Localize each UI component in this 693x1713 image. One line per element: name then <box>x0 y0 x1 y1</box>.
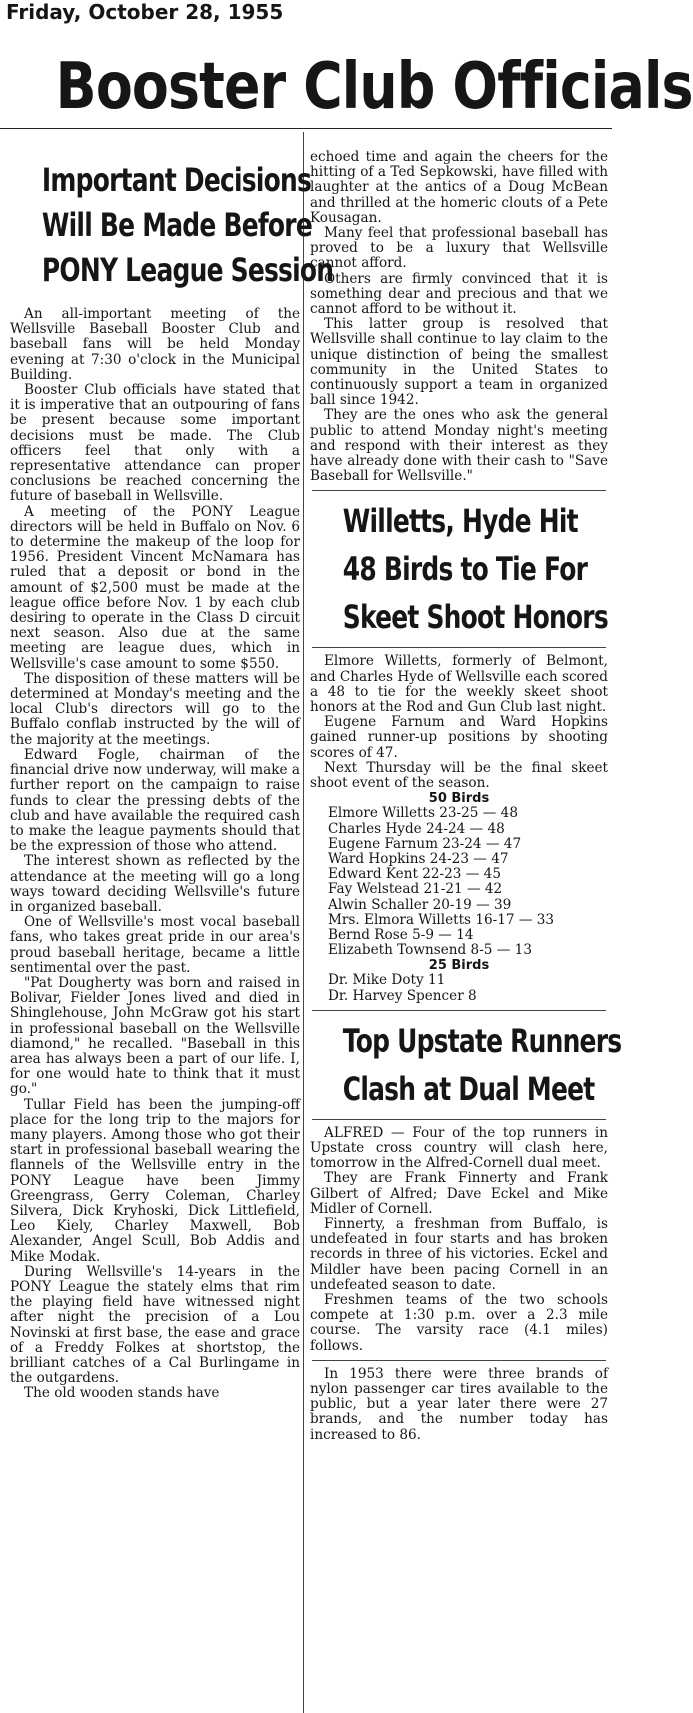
paragraph: "Pat Dougherty was born and raised in Bolivar, Fielder Jones lived and died in Shinglehouse, John McGraw got his start in professional baseball on the Wellsville diamond," he recalled. "Baseball in this area has always been a part of our life. I, for one would hate to think that it must go." <box>10 974 300 1098</box>
paragraph: echoed time and again the cheers for the hitting of a Ted Sepkowski, have filled with laughter at the antics of a Doug McBean and thrilled at the homeric clouts of a Pete Kousagan. <box>310 149 608 226</box>
score-entry: Mrs. Elmora Willetts 16-17 — 33 <box>328 911 555 928</box>
paragraph: Finnerty, a freshman from Buffalo, is undefeated in four starts and has broken records in three of his victories. Eckel and Mildler have been pacing Cornell in an undefeated season to date. <box>310 1215 608 1293</box>
paragraph: An all-important meeting of the Wellsville Baseball Booster Club and baseball fans will be held Monday evening at 7:30 o'clock in the Municipal Building. <box>10 306 300 383</box>
paragraph: The old wooden stands have <box>24 1385 220 1402</box>
section-rule <box>312 1360 606 1361</box>
paragraph: Tullar Field has been the jumping-off place for the long trip to the majors for many players. Among those who got their start in professional baseball wearing the flannels of the Wellsville entry in the PONY League have been Jimmy Greengrass, Gerry Coleman, Charley Silvera, Dick Kryhoski, Dick Littlefield, Leo Kiely, Charley Maxwell, Bob Alexander, Angel Scull, Bob Addis and Mike Modak. <box>10 1096 300 1265</box>
headline-line: Important Decisions <box>41 161 312 199</box>
paragraph: They are Frank Finnerty and Frank Gilbert of Alfred; Dave Eckel and Mike Midler of Cornell. <box>310 1170 608 1217</box>
masthead-rule <box>0 128 612 129</box>
paragraph: ALFRED — Four of the top runners in Upstate cross country will clash here, tomorrow in the Alfred-Cornell dual meet. <box>310 1124 608 1172</box>
masthead-headline: Booster Club Officials <box>55 50 693 124</box>
paragraph: Others are firmly convinced that it is something dear and precious and that we cannot afford to be without it. <box>310 270 608 318</box>
section-rule <box>312 1010 606 1011</box>
score-list-25 <box>310 973 608 1003</box>
headline-rule <box>312 1119 606 1120</box>
score-entry: Elizabeth Townsend 8-5 — 13 <box>328 942 532 959</box>
score-entry: Ward Hopkins 24-23 — 47 <box>328 850 509 867</box>
score-entry: Eugene Farnum 23-24 — 47 <box>328 835 522 852</box>
paragraph: Edward Fogle, chairman of the financial drive now underway, will make a further report on the campaign to raise funds to clear the pressing debts of the club and have available the required cash to make the league payments should that be the expression of those who attend. <box>10 746 300 855</box>
paragraph: Many feel that professional baseball has proved to be a luxury that Wellsville cannot afford. <box>310 225 608 272</box>
left-column <box>10 158 334 1402</box>
headline-line: Clash at Dual Meet <box>342 1069 595 1108</box>
score-entry: Fay Welstead 21-21 — 42 <box>328 881 503 898</box>
score-entry: Alwin Schaller 20-19 — 39 <box>328 896 512 913</box>
paragraph: Freshmen teams of the two schools compete at 1:30 p.m. over a 2.3 mile course. The varsity race (4.1 miles) follows. <box>310 1291 608 1354</box>
paragraph: They are the ones who ask the general public to attend Monday night's meeting and respond with their interest as they have already done with their cash to "Save Baseball for Wellsville." <box>310 407 608 485</box>
dateline: Friday, October 28, 1955 <box>6 0 284 24</box>
score-entry: Elmore Willetts 23-25 — 48 <box>328 805 518 822</box>
score-list-50 <box>310 806 608 958</box>
headline-line: Willetts, Hyde Hit <box>342 502 578 541</box>
headline-line: Will Be Made Before <box>41 206 312 244</box>
right-column <box>310 149 622 1443</box>
paragraph: Next Thursday will be the final skeet shoot event of the season. <box>310 759 608 792</box>
article-skeet <box>310 497 608 1003</box>
section-rule <box>312 490 606 491</box>
paragraph: The disposition of these matters will be determined at Monday's meeting and the local Club's directors will go to the Buffalo conflab instructed by the will of the majority at the meetings. <box>10 670 300 748</box>
score-entry: Dr. Harvey Spencer 8 <box>328 987 477 1004</box>
headline-line: Top Upstate Runners <box>342 1021 622 1060</box>
headline-line: 48 Birds to Tie For <box>342 550 588 589</box>
score-entry: Bernd Rose 5-9 — 14 <box>328 926 474 943</box>
score-list-title: 25 Birds <box>428 958 490 974</box>
article-headline-skeet <box>342 497 608 641</box>
score-list-title: 50 Birds <box>428 791 490 807</box>
headline-line: Skeet Shoot Honors <box>342 598 608 637</box>
paragraph: A meeting of the PONY League directors will be held in Buffalo on Nov. 6 to determine the makeup of the loop for 1956. President Vincent McNamara has ruled that a deposit or bond in the amount of $2,500 must be made at the league office before Nov. 1 by each club desiring to operate in the Class D circuit next season. Also due at the same meeting are league dues, which in Wellsville's case amount to some $550. <box>10 503 300 672</box>
headline-rule <box>312 647 606 648</box>
paragraph: This latter group is resolved that Wellsville shall continue to lay claim to the unique distinction of being the smallest community in the United States to continuously support a team in organized ball since 1942. <box>310 316 608 409</box>
paragraph: During Wellsville's 14-years in the PONY League the stately elms that rim the playing field have witnessed night after night the precision of a Lou Novinski at first base, the ease and grace of a Freddy Folkes at shortstop, the brilliant catches of a Cal Burlingame in the outgardens. <box>10 1263 300 1387</box>
paragraph: One of Wellsville's most vocal baseball fans, who takes great pride in our area's proud baseball heritage, became a little sentimental over the past. <box>10 914 300 976</box>
paragraph: The interest shown as reflected by the attendance at the meeting will go a long ways toward deciding Wellsville's future in organized baseball. <box>10 853 300 915</box>
article-headline-runners <box>342 1017 622 1113</box>
paragraph: Elmore Willetts, formerly of Belmont, and Charles Hyde of Wellsville each scored a 48 to tie for the weekly skeet shoot honors at the Rod and Gun Club last night. <box>310 653 608 716</box>
paragraph: Eugene Farnum and Ward Hopkins gained runner-up positions by shooting scores of 47. <box>310 714 608 761</box>
article-runners <box>310 1017 622 1354</box>
score-entry: Edward Kent 22-23 — 45 <box>328 866 501 883</box>
headline-line: PONY League Session <box>41 251 334 289</box>
paragraph: Booster Club officials have stated that it is imperative that an outpouring of fans be present because some important decisions must be made. The Club officers feel that only with a representative attendance can proper conclusions be reached concerning the future of baseball in Wellsville. <box>10 382 300 505</box>
column-divider <box>303 132 304 1713</box>
filler-paragraph: In 1953 there were three brands of nylon passenger car tires available to the public, but a year later there were 27 brands, and the number today has increased to 86. <box>310 1365 608 1443</box>
score-entry: Dr. Mike Doty 11 <box>328 972 446 989</box>
article-headline-booster <box>41 158 334 293</box>
score-entry: Charles Hyde 24-24 — 48 <box>328 820 505 837</box>
